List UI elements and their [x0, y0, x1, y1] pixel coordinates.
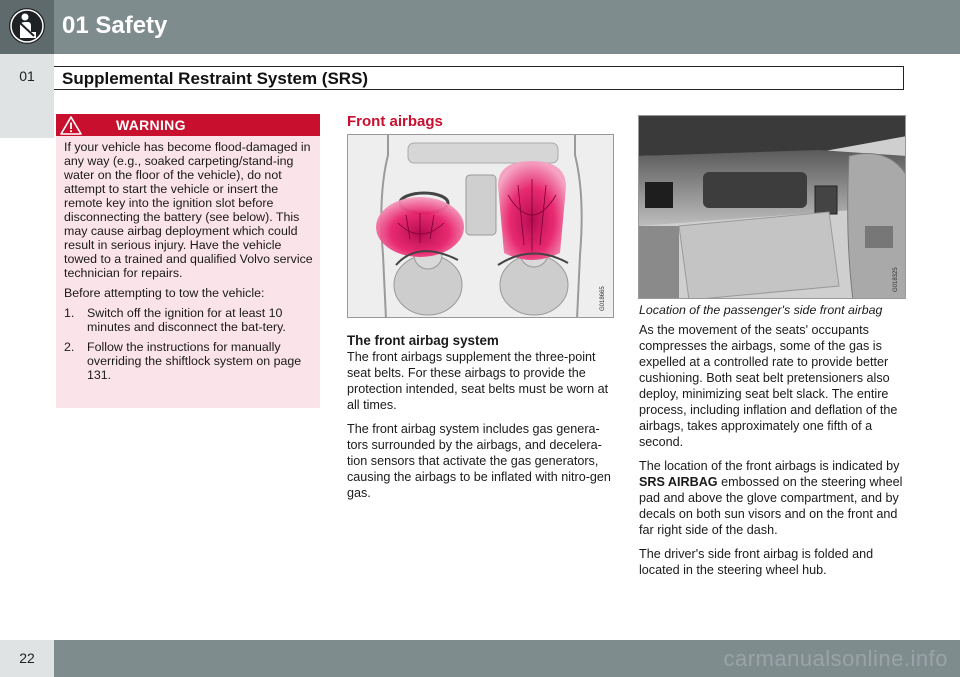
seatbelt-person-icon — [0, 0, 54, 54]
passenger-airbag-photo — [638, 115, 906, 299]
warning-text — [64, 140, 316, 388]
chapter-title: 01 Safety — [62, 12, 168, 39]
footer-tab — [0, 640, 54, 677]
front-airbag-system-text — [347, 349, 617, 509]
chapter-number: 01 — [19, 68, 35, 84]
warning-steps — [64, 306, 316, 382]
body-paragraph: The front airbags supplement the three-point seat belts. For these airbags to provide the protection intended, seat belts must be worn at all times. — [347, 350, 609, 412]
step-text: Switch off the ignition for at least 10 minutes and disconnect the bat-tery. — [87, 306, 286, 334]
section-title: Supplemental Restraint System (SRS) — [62, 69, 369, 88]
srs-airbag-emphasis: SRS AIRBAG — [639, 475, 718, 489]
step-text: Follow the instructions for manually overriding the shiftlock system on page 131. — [87, 340, 302, 382]
warning-paragraph: If your vehicle has become flood-damaged in any way (e.g., soaked carpeting/stand-ing water on the floor of the vehicle), do not attempt to start the vehicle or insert the remote key into the ignition slot before disconnecting the battery (see below). This may cause airbag deployment which could result in serious injury. Have the vehicle towed to a trained and qualified Volvo service technician for repairs. — [64, 140, 313, 280]
step-number: 1. — [64, 306, 75, 320]
warning-paragraph: Before attempting to tow the vehicle: — [64, 286, 265, 300]
warning-triangle-icon — [60, 116, 82, 135]
text-run: embossed on the steering wheel pad and above the glove compartment, and by decals on both sun visors and on the front and far right side of the dash. — [639, 475, 903, 537]
body-paragraph: The driver's side front airbag is folded and located in the steering wheel hub. — [639, 547, 874, 577]
warning-label: WARNING — [116, 117, 186, 133]
front-airbags-illustration — [347, 134, 614, 318]
figure-caption: Location of the passenger's side front airbag — [639, 303, 883, 317]
page-footer — [0, 640, 960, 677]
body-paragraph — [639, 458, 909, 538]
body-paragraph: The front airbag system includes gas genera-tors surrounded by the airbags, and decelera-tion sensors that activate the gas generators, causing the airbags to be inflated with nitro-gen gas. — [347, 422, 611, 500]
chapter-tab — [0, 54, 54, 138]
section-heading-box — [54, 66, 904, 90]
front-airbags-heading: Front airbags — [347, 113, 443, 130]
body-paragraph: As the movement of the seats' occupants compresses the airbags, some of the gas is expelled at a controlled rate to provide better cushioning. Both seat belt pretensioners also deploy, minimizing seat belt slack. The entire process, including inflation and deflation of the airbags, takes approximately one fifth of a second. — [639, 323, 898, 449]
list-item — [64, 306, 316, 334]
passenger-airbag-text — [639, 322, 909, 586]
step-number: 2. — [64, 340, 75, 354]
watermark: carmanualsonline.info — [723, 646, 948, 671]
page-number: 22 — [19, 650, 35, 666]
warning-header — [56, 114, 320, 136]
warning-box — [56, 114, 320, 408]
list-item — [64, 340, 316, 382]
front-airbag-system-heading: The front airbag system — [347, 333, 499, 348]
figure-id: G018325 — [893, 267, 899, 292]
text-run: The location of the front airbags is indicated by — [639, 459, 900, 473]
figure-id: G018665 — [600, 286, 606, 311]
page-header — [0, 0, 960, 54]
